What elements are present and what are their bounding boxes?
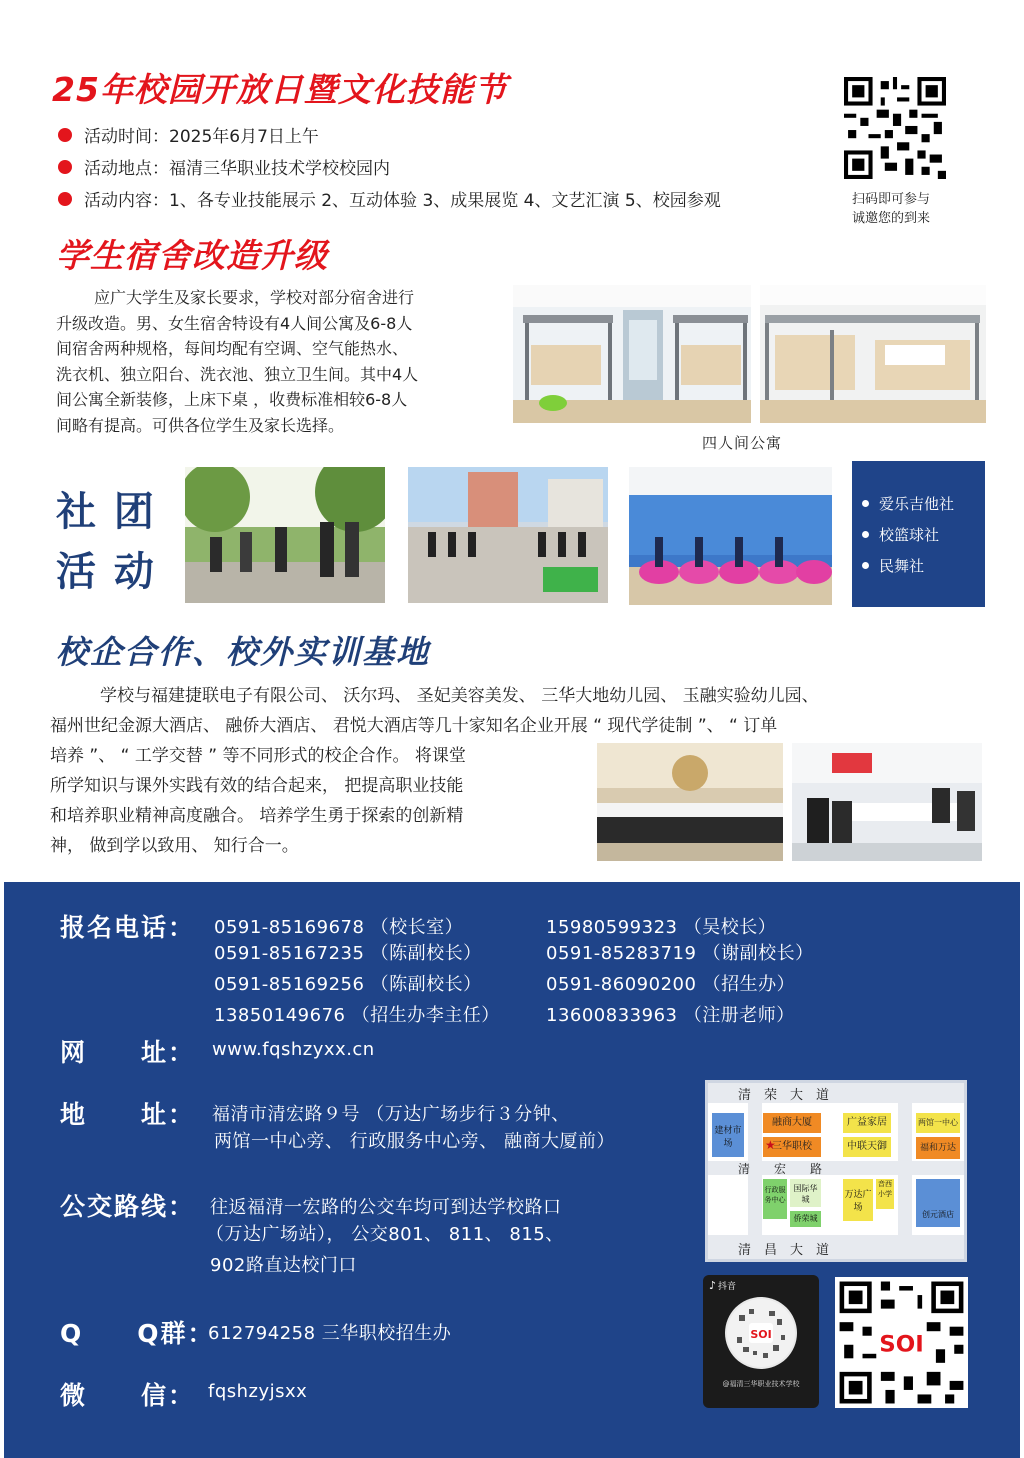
coop-group-photo xyxy=(597,743,783,861)
club-list-item: 民舞社 xyxy=(862,555,924,576)
douyin-logo-icon: ♪ xyxy=(709,1279,717,1292)
map-block: 广益家居 xyxy=(843,1113,891,1133)
bus-line: 902路直达校门口 xyxy=(210,1255,357,1276)
map-block: 行政服务中心 xyxy=(763,1179,787,1219)
map-block: 两馆一中心 xyxy=(916,1113,960,1133)
douyin-account-name: @福清三华职业技术学校 xyxy=(722,1380,800,1388)
map-block: 侨荣城 xyxy=(790,1211,821,1227)
map-block: 音西小学 xyxy=(876,1179,894,1209)
douyin-qr-code-icon[interactable] xyxy=(725,1297,797,1369)
website-link[interactable]: www.fqshzyxx.cn xyxy=(212,1039,375,1060)
map-block: 国际华城 xyxy=(790,1179,821,1207)
event-qr-code-icon[interactable] xyxy=(844,77,946,179)
svg-text:SOI: SOI xyxy=(879,1331,924,1358)
map-block: 中联天御 xyxy=(843,1137,891,1157)
wechat-qr-code-icon[interactable] xyxy=(835,1277,968,1408)
map-block: 建材市场 xyxy=(712,1113,744,1157)
clubs-title-line1: 社 团 xyxy=(56,489,156,535)
address-line: 两馆一中心旁、 行政服务中心旁、 融商大厦前） xyxy=(214,1131,615,1152)
qr-caption: 扫码即可参与 xyxy=(852,192,931,207)
map-block: 创元酒店 xyxy=(916,1179,960,1227)
qr-caption: 诚邀您的到来 xyxy=(852,211,931,226)
bullet-dot-icon xyxy=(862,562,869,569)
bullet-dot-icon xyxy=(862,531,869,538)
bullet-dot-icon xyxy=(58,160,72,174)
openday-item: 活动地点：福清三华职业技术学校校园内 xyxy=(58,154,390,179)
club-list-item: 校篮球社 xyxy=(862,524,939,545)
phone-number[interactable]: 0591-86090200 （招生办） xyxy=(546,974,796,995)
phone-label: 报名电话： xyxy=(60,913,196,942)
bullet-dot-icon xyxy=(58,128,72,142)
qq-label: Q Q群： xyxy=(60,1319,215,1348)
qq-group[interactable]: 612794258 三华职校招生办 xyxy=(208,1323,452,1344)
phone-number[interactable]: 13850149676 （招生办李主任） xyxy=(214,1005,500,1026)
dorm-photo xyxy=(513,285,751,423)
club-list-item: 爱乐吉他社 xyxy=(862,493,954,514)
club-guitar-photo xyxy=(185,467,385,603)
openday-item: 活动内容：1、各专业技能展示 2、互动体验 3、成果展览 4、文艺汇演 5、校园参观 xyxy=(58,186,721,211)
website-label: 网 址： xyxy=(60,1038,196,1067)
phone-number[interactable]: 0591-85283719 （谢副校长） xyxy=(546,943,814,964)
wechat-id[interactable]: fqshzyjsxx xyxy=(208,1381,308,1402)
wechat-label: 微 信： xyxy=(60,1381,196,1410)
svg-text:SOI: SOI xyxy=(750,1328,772,1341)
bullet-dot-icon xyxy=(58,192,72,206)
map-block: 福和万达 xyxy=(916,1137,960,1159)
club-dance-photo xyxy=(629,467,832,605)
coop-title: 校企合作、校外实训基地 xyxy=(56,633,431,671)
bus-line: 往返福清一宏路的公交车均可到达学校路口 xyxy=(210,1197,562,1218)
map-road-label: 清 昌 大 道 xyxy=(738,1243,830,1258)
map-block: 融商大厦 xyxy=(763,1113,821,1133)
phone-number[interactable]: 0591-85167235 （陈副校长） xyxy=(214,943,482,964)
club-list-panel xyxy=(852,461,985,607)
address-line: 福清市清宏路９号 （万达广场步行３分钟、 xyxy=(212,1104,570,1125)
coop-meeting-photo xyxy=(792,743,982,861)
openday-item: 活动时间：2025年6月7日上午 xyxy=(58,122,319,147)
map-road-label: 清 宏 路 xyxy=(738,1162,823,1176)
bus-label: 公交路线： xyxy=(60,1192,196,1221)
address-label: 地 址： xyxy=(60,1100,196,1129)
phone-number[interactable]: 0591-85169678 （校长室） xyxy=(214,917,464,938)
bus-line: （万达广场站）， 公交801、 811、 815、 xyxy=(206,1224,564,1245)
map-road-label: 清 荣 大 道 xyxy=(738,1088,830,1103)
openday-title: 25年校园开放日暨文化技能节 xyxy=(52,70,508,109)
dorm-paragraph: 应广大学生及家长要求，学校对部分宿舍进行 升级改造。男、女生宿舍特设有4人间公寓及6-8人 间宿舍两种规格，每间均配有空调、空气能热水、 洗衣机、独立阳台、洗衣池、独立卫生间。其中4人 间公寓全新装修，上床下桌 ，收费标准相较6-8人 间略有提高。可供各位学生及家长选择。 xyxy=(56,288,419,435)
douyin-label: 抖音 xyxy=(718,1282,737,1292)
coop-paragraph: 学校与福建捷联电子有限公司、 沃尔玛、 圣妃美容美发、 三华大地幼儿园、 玉融实验幼儿园、 福州世纪金源大酒店、 融侨大酒店、 君悦大酒店等几十家知名企业开展 “ 现代学徒制 ”、 “ 订单 培养 ”、 “ 工学交替 ” 等不同形式的校企合作。 将课堂 所学知识与课外实践有效的结合起来， 把提高职业技能 和培养职业精神高度融合。 培养学生勇于探索的创新精 神， 做到学以致用、 知行合一。 xyxy=(50,686,819,856)
map-block: 万达广场 xyxy=(843,1179,873,1221)
dorm-title: 学生宿舍改造升级 xyxy=(56,236,328,275)
phone-number[interactable]: 0591-85169256 （陈副校长） xyxy=(214,974,482,995)
phone-number[interactable]: 15980599323 （吴校长） xyxy=(546,917,777,938)
clubs-title-line2: 活 动 xyxy=(56,549,156,595)
location-map[interactable] xyxy=(705,1080,967,1262)
phone-number[interactable]: 13600833963 （注册老师） xyxy=(546,1005,795,1026)
douyin-card[interactable] xyxy=(703,1275,819,1408)
club-basketball-photo xyxy=(408,467,608,603)
map-star-icon: ★ xyxy=(765,1138,776,1152)
dorm-photo xyxy=(760,285,986,423)
dorm-photo-caption: 四人间公寓 xyxy=(702,434,783,452)
map-block-school: 三华职校 xyxy=(763,1137,821,1157)
bullet-dot-icon xyxy=(862,500,869,507)
